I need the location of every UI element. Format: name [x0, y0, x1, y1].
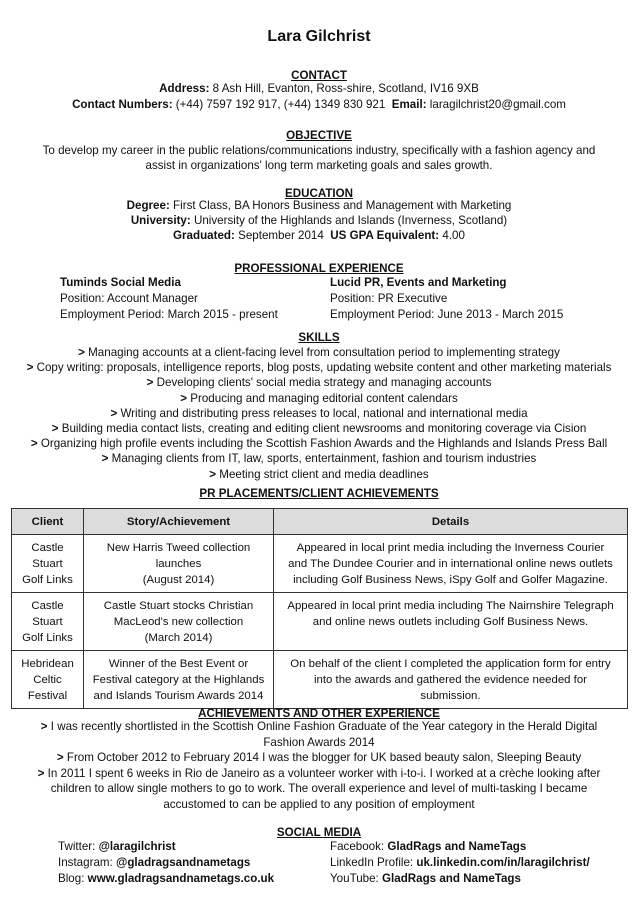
details-cell: Appeared in local print media including The Nairnshire Telegraph and online news outlets including Golf Business News.	[274, 593, 628, 651]
degree-label: Degree:	[126, 199, 170, 212]
address-label: Address:	[159, 82, 210, 95]
objective-heading: OBJECTIVE	[286, 129, 352, 142]
graduated-value: September 2014	[238, 229, 324, 242]
job-entry	[330, 275, 563, 323]
degree-value: First Class, BA Honors Business and Management with Marketing	[173, 199, 512, 212]
skill-item: > Managing accounts at a client-facing level from consultation period to implementing strategy	[78, 346, 560, 359]
details-cell: On behalf of the client I completed the application form for entry into the awards and gathered the evidence needed for submission.	[274, 651, 628, 709]
column-header: Story/Achievement	[84, 509, 274, 535]
contact-address-line	[0, 81, 638, 97]
address-value: 8 Ash Hill, Evanton, Ross-shire, Scotland, IV16 9XB	[212, 82, 479, 95]
email-value: laragilchrist20@gmail.com	[429, 98, 566, 111]
job-period: Employment Period: March 2015 - present	[60, 308, 278, 321]
story-cell: New Harris Tweed collection launches (August 2014)	[84, 535, 274, 593]
social-twitter: Twitter: @laragilchrist	[58, 840, 176, 853]
achievements-list	[0, 719, 638, 812]
objective-line-2: assist in organizations' long term marketing goals and sales growth.	[145, 159, 493, 172]
social-right-column	[330, 839, 590, 887]
job-position: Position: PR Executive	[330, 292, 448, 305]
email-label: Email:	[391, 98, 427, 111]
skill-item: > Meeting strict client and media deadlines	[209, 467, 429, 481]
table-header-row	[12, 509, 628, 535]
skill-item: > Writing and distributing press releases to local, national and international media	[110, 406, 528, 420]
university-label: University:	[130, 214, 191, 227]
resume-name: Lara Gilchrist	[267, 28, 371, 45]
achievement-line: > I was recently shortlisted in the Scottish Online Fashion Graduate of the Year category in the Herald Digital	[40, 720, 598, 733]
social-facebook: Facebook: GladRags and NameTags	[330, 840, 527, 853]
university-line	[0, 213, 638, 229]
achievement-line: children to allow single mothers to go to work. The overall experience and level of multi-tasking I became	[50, 782, 588, 795]
experience-heading: PROFESSIONAL EXPERIENCE	[234, 262, 404, 275]
graduated-line	[0, 228, 638, 244]
job-company: Lucid PR, Events and Marketing	[330, 276, 507, 289]
contact-heading: CONTACT	[291, 69, 347, 82]
job-period: Employment Period: June 2013 - March 2015	[330, 308, 564, 321]
table-row	[12, 593, 628, 651]
skill-item: > Organizing high profile events including the Scottish Fashion Awards and the Highlands and Islands Press Ball	[30, 437, 608, 451]
table-row	[12, 651, 628, 709]
placements-heading: PR PLACEMENTS/CLIENT ACHIEVEMENTS	[199, 487, 439, 500]
numbers-value: (+44) 7597 192 917, (+44) 1349 830 921	[175, 98, 386, 111]
graduated-label: Graduated:	[173, 229, 235, 242]
achievement-line: > In 2011 I spent 6 weeks in Rio de Janeiro as a volunteer worker with i-to-i. I worked at a crèche looking after	[37, 766, 601, 780]
client-cell: Castle Stuart Golf Links	[12, 535, 84, 593]
social-left-column	[58, 839, 274, 887]
client-cell: Castle Stuart Golf Links	[12, 593, 84, 651]
story-cell: Winner of the Best Event or Festival category at the Highlands and Islands Tourism Awards 2014	[84, 651, 274, 709]
job-position: Position: Account Manager	[60, 292, 198, 305]
skill-item: > Producing and managing editorial content calendars	[180, 391, 458, 405]
gpa-label: US GPA Equivalent:	[330, 229, 440, 242]
details-cell: Appeared in local print media including the Inverness Courier and The Dundee Courier and in international online news outlets including Golf Business News, iSpy Golf and Golfer Magazine.	[274, 535, 628, 593]
education-heading: EDUCATION	[284, 187, 354, 200]
column-header: Client	[12, 509, 84, 535]
column-header: Details	[274, 509, 628, 535]
numbers-label: Contact Numbers:	[72, 98, 173, 111]
social-instagram: Instagram: @gladragsandnametags	[58, 856, 251, 869]
objective-line-1: To develop my career in the public relations/communications industry, specifically with a fashion agency and	[42, 144, 596, 157]
achievement-line: accustomed to can be applied to any position of employment	[163, 797, 475, 811]
skills-list	[0, 345, 638, 482]
client-cell: Hebridean Celtic Festival	[12, 651, 84, 709]
achievement-line: > From October 2012 to February 2014 I was the blogger for UK based beauty salon, Sleeping Beauty	[56, 751, 582, 764]
story-cell: Castle Stuart stocks Christian MacLeod's new collection (March 2014)	[84, 593, 274, 651]
achievement-line: Fashion Awards 2014	[263, 735, 375, 749]
skill-item: > Copy writing: proposals, intelligence reports, blog posts, updating website content and other marketing materials	[26, 361, 612, 375]
job-entry	[60, 275, 278, 323]
social-linkedin: LinkedIn Profile: uk.linkedin.com/in/laragilchrist/	[330, 856, 590, 869]
achievements-heading: ACHIEVEMENTS AND OTHER EXPERIENCE	[198, 707, 440, 720]
skill-item: > Building media contact lists, creating and editing client newsrooms and monitoring coverage via Cision	[51, 422, 587, 436]
degree-line	[0, 198, 638, 214]
social-heading: SOCIAL MEDIA	[276, 826, 362, 839]
table-row	[12, 535, 628, 593]
skill-item: > Developing clients' social media strategy and managing accounts	[146, 376, 492, 390]
gpa-value: 4.00	[442, 229, 465, 242]
placements-table	[11, 508, 628, 709]
skill-item: > Managing clients from IT, law, sports, entertainment, fashion and tourism industries	[101, 452, 537, 466]
skills-heading: SKILLS	[298, 331, 340, 344]
job-company: Tuminds Social Media	[60, 276, 181, 289]
social-blog: Blog: www.gladragsandnametags.co.uk	[58, 872, 275, 885]
university-value: University of the Highlands and Islands (Inverness, Scotland)	[193, 214, 508, 227]
social-youtube: YouTube: GladRags and NameTags	[330, 872, 521, 885]
contact-numbers-line	[0, 97, 638, 113]
